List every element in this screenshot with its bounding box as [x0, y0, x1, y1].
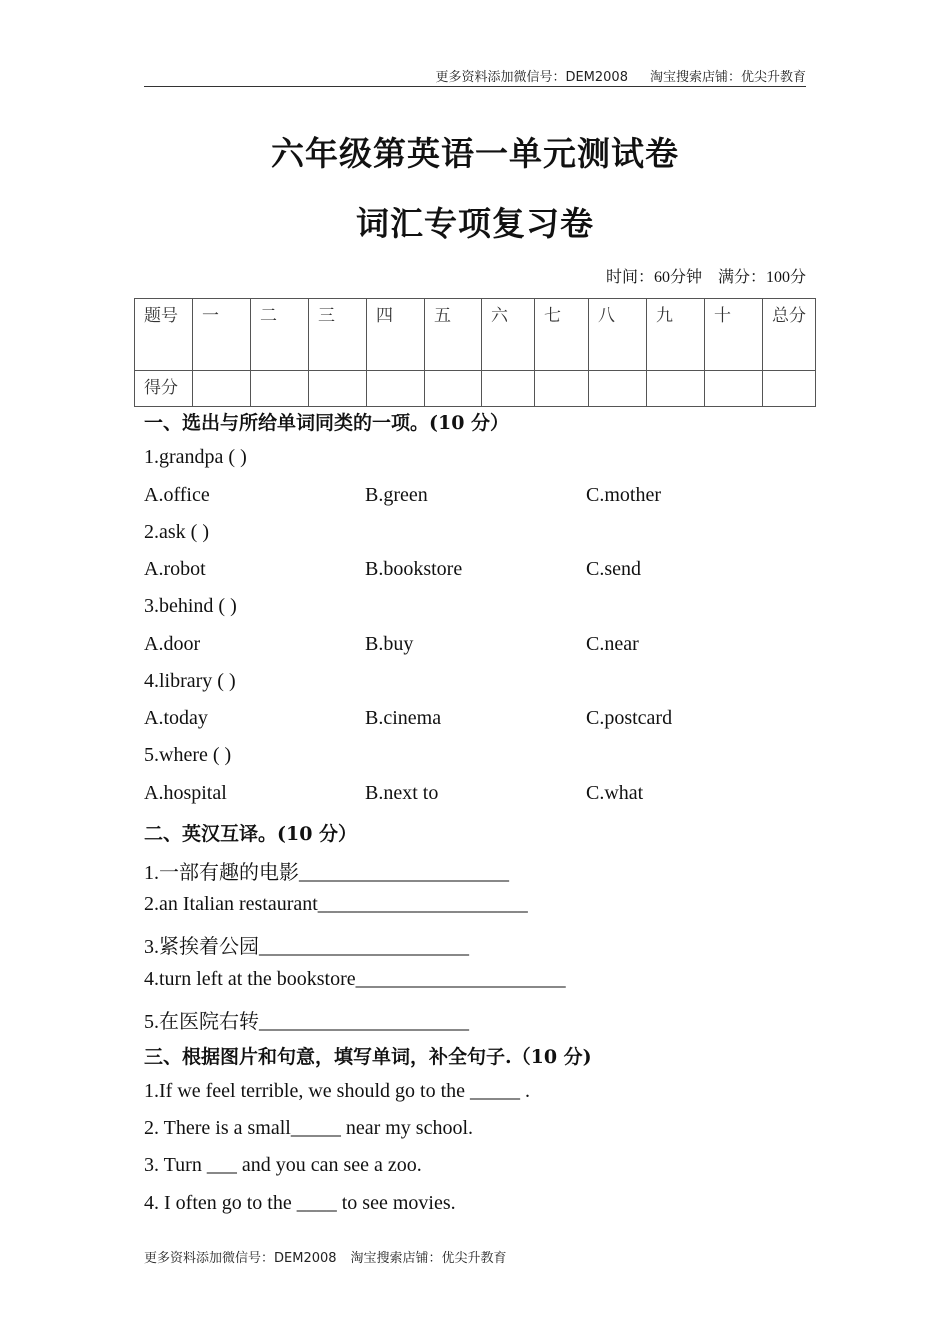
- page-subtitle: 词汇专项复习卷: [356, 204, 594, 243]
- option-b: B.bookstore: [365, 558, 463, 580]
- question-stem: 1.grandpa ( ): [144, 446, 247, 468]
- option-a: A.office: [144, 484, 210, 506]
- header-wechat: 更多资料添加微信号：DEM2008: [435, 70, 628, 85]
- score-cell[interactable]: [367, 371, 425, 407]
- option-b: B.green: [365, 484, 428, 506]
- option-a: A.today: [144, 707, 208, 729]
- score-header-cell: 四: [367, 299, 425, 371]
- question-stem: 5.where ( ): [144, 744, 232, 766]
- translation-item: 3.紧挨着公园_____________________: [144, 936, 469, 958]
- score-header-cell: 十: [705, 299, 763, 371]
- page-title: 六年级第英语一单元测试卷: [271, 134, 679, 173]
- fill-in-item: 3. Turn ___ and you can see a zoo.: [144, 1154, 422, 1176]
- option-c: C.what: [586, 782, 644, 804]
- question-stem: 4.library ( ): [144, 670, 236, 692]
- time-info: [606, 264, 806, 287]
- fill-in-item: 4. I often go to the ____ to see movies.: [144, 1192, 456, 1214]
- option-b: B.buy: [365, 633, 414, 655]
- score-header-cell: 二: [251, 299, 309, 371]
- option-c: C.near: [586, 633, 639, 655]
- option-c: C.postcard: [586, 707, 673, 729]
- score-table-header-row: [135, 299, 816, 371]
- score-cell[interactable]: [763, 371, 816, 407]
- fill-in-item: 1.If we feel terrible, we should go to the _____ .: [144, 1080, 531, 1102]
- score-cell[interactable]: [705, 371, 763, 407]
- score-cell[interactable]: [251, 371, 309, 407]
- score-header-cell: 六: [482, 299, 535, 371]
- option-a: A.hospital: [144, 782, 227, 804]
- page-header: [144, 64, 806, 87]
- score-cell[interactable]: [425, 371, 482, 407]
- header-shop: 淘宝搜索店铺：优尖升教育: [649, 70, 806, 85]
- score-header-cell: 八: [589, 299, 647, 371]
- score-header-cell: 九: [647, 299, 705, 371]
- translation-item: 5.在医院右转_____________________: [144, 1011, 469, 1033]
- score-header-cell: 题号: [135, 299, 193, 371]
- section1-heading: 一、选出与所给单词同类的一项。(10 分）: [144, 412, 510, 434]
- score-table-score-row: [135, 371, 816, 407]
- score-cell[interactable]: [309, 371, 367, 407]
- score-cell[interactable]: [535, 371, 589, 407]
- score-header-cell: 七: [535, 299, 589, 371]
- translation-item: 4.turn left at the bookstore_____________________: [144, 968, 566, 990]
- score-cell[interactable]: [482, 371, 535, 407]
- footer-wechat: 更多资料添加微信号：DEM2008: [144, 1251, 337, 1266]
- option-b: B.next to: [365, 782, 439, 804]
- question-stem: 2.ask ( ): [144, 521, 209, 543]
- page-footer: [144, 1247, 507, 1266]
- score-table: [134, 298, 816, 407]
- time-limit: 时间：60分钟: [605, 269, 702, 286]
- translation-item: 2.an Italian restaurant_____________________: [144, 893, 528, 915]
- translation-item: 1.一部有趣的电影_____________________: [144, 862, 509, 884]
- question-stem: 3.behind ( ): [144, 595, 237, 617]
- full-score: 满分：100分: [717, 269, 806, 286]
- option-a: A.door: [144, 633, 201, 655]
- option-b: B.cinema: [365, 707, 442, 729]
- score-cell[interactable]: [193, 371, 251, 407]
- score-cell[interactable]: [589, 371, 647, 407]
- fill-in-item: 2. There is a small_____ near my school.: [144, 1117, 474, 1139]
- section2-heading: 二、英汉互译。(10 分）: [144, 823, 358, 845]
- header-text: [413, 66, 806, 85]
- section3-heading: 三、根据图片和句意，填写单词，补全句子.（10 分): [144, 1046, 592, 1068]
- score-header-cell: 五: [425, 299, 482, 371]
- score-cell[interactable]: [647, 371, 705, 407]
- option-c: C.send: [586, 558, 641, 580]
- score-row-label: 得分: [135, 371, 193, 407]
- footer-shop: 淘宝搜索店铺：优尖升教育: [350, 1251, 507, 1266]
- option-c: C.mother: [586, 484, 661, 506]
- score-header-cell: 三: [309, 299, 367, 371]
- score-header-cell: 一: [193, 299, 251, 371]
- option-a: A.robot: [144, 558, 206, 580]
- score-header-cell: 总分: [763, 299, 816, 371]
